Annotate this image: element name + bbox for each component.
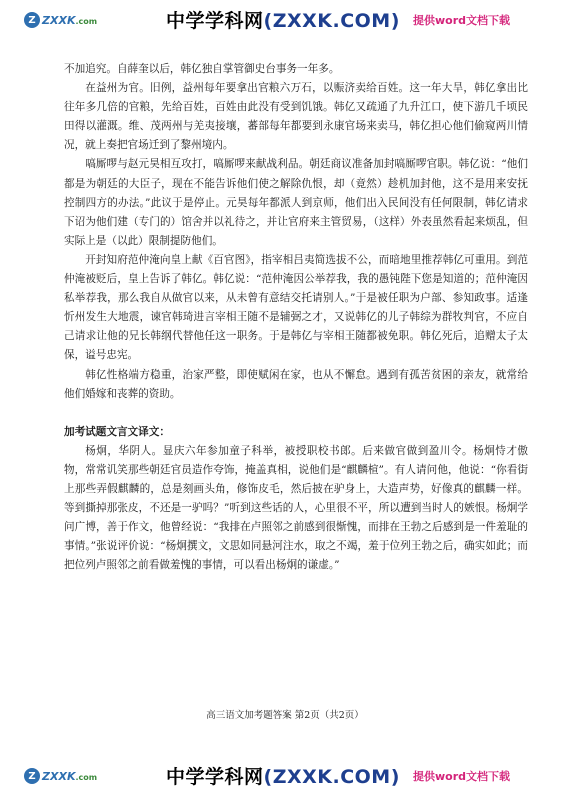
- paragraph: 杨炯，华阴人。显庆六年参加童子科举，被授职校书郎。后来做官做到盈川令。杨炯恃才傲物，常常讥笑那些朝廷官员造作夸饰，掩盖真相，说他们是“麒麟楦”。有人请问他，他说：“你看街上那些弄假麒麟的，总是刻画头角，修饰皮毛，然后披在驴身上，大造声势，好像真的麒麟一样。等到撕掉那张皮，不还是一驴吗？”听到这些话的人，心里很不平，所以遭到当时人的嫉恨。杨炯学问广博，善于作文，他曾经说：“我排在卢照邻之前感到很惭愧，而排在王勃之后感到是一件羞耻的事情。”张说评价说：“杨炯撰文，文思如同悬河注水，取之不竭，羞于位列王勃之后，确实如此；而把位列卢照邻之前看做羞愧的事情，可以看出杨炯的谦虚。”: [64, 444, 528, 572]
- paragraph: 不加追究。自薛奎以后，韩亿独自掌管御史台事务一年多。: [64, 63, 340, 75]
- logo-icon: Z: [24, 768, 40, 784]
- site-title[interactable]: 中学学科网(ZXXK.COM): [166, 766, 400, 788]
- bottom-banner: [0, 756, 570, 800]
- logo-text: ZXXK.com: [42, 769, 98, 783]
- logo-icon: Z: [24, 12, 40, 28]
- site-title[interactable]: 中学学科网(ZXXK.COM): [166, 10, 400, 32]
- word-download-link[interactable]: 提供word文档下载: [413, 770, 511, 783]
- word-download-link[interactable]: 提供word文档下载: [413, 14, 511, 27]
- paragraph: 在益州为官。旧例，益州每年要拿出官粮六万石，以赈济卖给百姓。这一年大旱，韩亿拿出比往年多几倍的官粮，先给百姓，百姓由此没有受到饥饿。韩亿又疏通了九升江口，使下游几千顷民田得以灌溉。维、茂两州与羌夷接壤，蕃部每年都要到永康官场来卖马，韩亿担心他们偷窥两川情况，就上奏把官场迁到了黎州境内。: [64, 82, 528, 152]
- section-heading: 加考试题文言文译文：: [64, 425, 170, 438]
- top-banner: [0, 0, 570, 44]
- paragraph: 韩亿性格端方稳重，治家严整，即使赋闲在家，也从不懈怠。遇到有孤苦贫困的亲友，就常给他们婚嫁和丧葬的资助。: [64, 368, 528, 400]
- document-body: [64, 60, 528, 575]
- site-logo[interactable]: [24, 12, 97, 28]
- site-logo[interactable]: [24, 768, 97, 784]
- paragraph: 嗃厮啰与赵元昊相互攻打，嗃厮啰来献战利品。朝廷商议准备加封嗃厮啰官职。韩亿说：“他们都是为朝廷的大臣子，现在不能告诉他们使之解除仇恨，却（竟然）趁机加封他，这不是用来安抚控制四方的办法。”此议于是停止。元昊每年都派人到京师，他们出入民间没有任何限制，韩亿请求下诏为他们建（专门的）馆舍并以礼待之，并让官府来主管贸易，（这样）外表虽然看起来烦乱，但实际上是（以此）限制提防他们。: [64, 158, 528, 247]
- logo-text: ZXXK.com: [42, 13, 98, 27]
- page-footer: 高三语文加考题答案 第2页（共2页）: [206, 710, 364, 721]
- paragraph: 开封知府范仲淹向皇上献《百官图》，指宰相吕夷简选拔不公，而暗地里推荐韩亿可重用。到范仲淹被贬后，皇上告诉了韩亿。韩亿说：“范仲淹因公举荐我，我的愚钝陛下您是知道的；范仲淹因私举荐我，那么我自从做官以来，从未曾有意结交托请别人。”于是被任职为户部、参知政事。适逢忻州发生大地震，谏官韩琦进言宰相王随不是辅弼之才，又说韩亿的儿子韩综为群牧判官，不应自己请求让他的兄长韩纲代替他任这一职务。于是韩亿与宰相王随都被免职。韩亿死后，追赠太子太保，谥号忠宪。: [64, 253, 528, 362]
